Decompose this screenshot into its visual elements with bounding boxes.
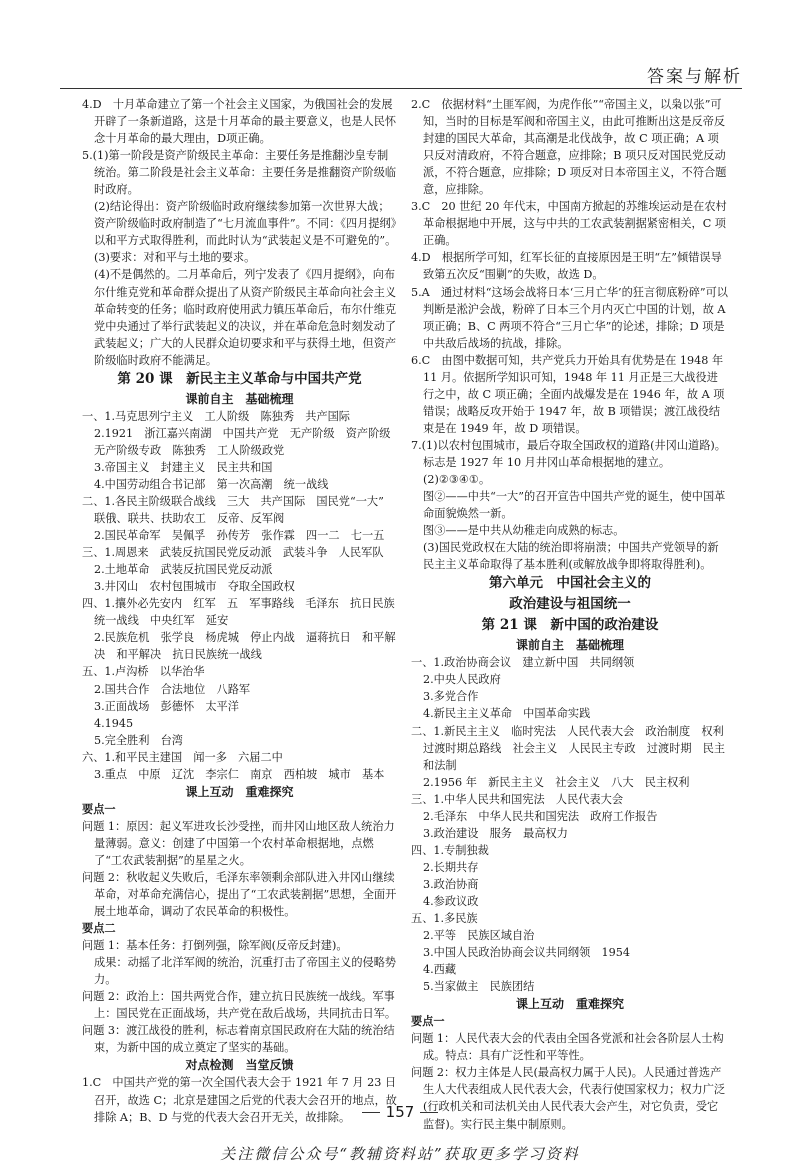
answer-line: 4.D 十月革命建立了第一个社会主义国家，为俄国社会的发展开辟了一条新道路，这是十月革命的最主要意义，也是人民怀念十月革命的最大理由，D项正确。 (82, 98, 397, 146)
answer-line: 3.井冈山 农村包围城市 夺取全国政权 (94, 580, 295, 594)
answer-line: 五、1.多民族 (411, 912, 478, 926)
page-number-value: 157 (385, 1103, 415, 1121)
answer-line: 六、1.和平民主建国 闻一多 六届二中 (82, 750, 283, 764)
answer-line: 三、1.中华人民共和国宪法 人民代表大会 (411, 792, 624, 806)
section-heading: 对点检测 当堂反馈 (185, 1058, 294, 1073)
answer-line: 5.(1)第一阶段是资产阶级民主革命：主要任务是推翻沙皇专制统治。第二阶段是社会主义革命：主要任务是推翻资产阶级临时政府。 (82, 149, 397, 197)
answer-line: 四、1.攘外必先安内 红军 五 军事路线 毛泽东 抗日民族统一战线 中央红军 延安 (82, 597, 395, 628)
unit-heading: 第六单元 中国社会主义的 (489, 575, 651, 592)
answer-line: 3.正面战场 彭德怀 太平洋 (94, 699, 239, 713)
answer-line: 2.长期共存 (423, 860, 479, 874)
key-point-label: 要点一 (411, 1014, 445, 1029)
answer-line: 标志是 1927 年 10 月井冈山革命根据地的建立。 (423, 455, 671, 469)
answer-line: 2.毛泽东 中华人民共和国宪法 政府工作报告 (423, 809, 658, 823)
answer-line: 问题 2：秋收起义失败后，毛泽东率领剩余部队进入井冈山继续革命，对革命充满信心，提出了“工农武装割据”思想，全面开展土地革命，调动了农民革命的积极性。 (82, 870, 397, 919)
answer-line: 3.中国人民政治协商会议共同纲领 1954 (423, 946, 630, 960)
answer-line: 3.重点 中原 辽沈 李宗仁 南京 西柏坡 城市 基本 (94, 767, 385, 781)
footer-note: 关注微信公众号“教辅资料站”获取更多学习资料 (220, 1145, 580, 1163)
page-header (0, 0, 800, 92)
answer-line: 问题 3：渡江战役的胜利，标志着南京国民政府在大陆的统治结束，为新中国的成立奠定了坚实的基础。 (82, 1024, 395, 1055)
answer-line: 5.当家做主 民族团结 (423, 980, 535, 994)
answer-line: 问题 1：原因：起义军进攻长沙受挫，而井冈山地区敌人统治力量薄弱。意义：创建了中国第一个农村革命根据地，点燃了“工农武装割据”的星星之火。 (82, 819, 395, 867)
lesson-heading: 第 20 课 新民主主义革命与中国共产党 (117, 370, 362, 387)
answer-line: 问题 2：权力主体是人民(最高权力属于人民)。人民通过普选产生人大代表组成人民代表大会，代表行使国家权力；权力广泛(行政机关和司法机关由人民代表大会产生，对它负责，受它监督)。实行民主集中制原则。 (411, 1066, 726, 1131)
answer-line: 4.1945 (94, 716, 134, 730)
answer-line: (3)国民党政权在大陆的统治即将崩溃；中国共产党领导的新民主主义革命取得了基本胜利(或解放战争即将取得胜利)。 (423, 541, 719, 572)
answer-line: 6.C 由图中数据可知，共产党兵力开始具有优势是在 1948 年 11 月。依据所学知识可知，1948 年 11 月正是三大战役进行之中，故 C 项正确；全面内战爆发是在 1946 年，故 A 项错误；战略反攻开始于 1947 年，故 B 项错误；渡江战役结束是在 1949 年，故 D 项错误。 (411, 353, 725, 435)
answer-line: (4)不是偶然的。二月革命后，列宁发表了《四月提纲》，向布尔什维克党和革命群众提出了从资产阶级民主革命向社会主义革命转变的任务；临时政府使用武力镇压革命后，布尔什维克党中央通过了举行武装起义的决议，并在革命危急时刻发动了武装起义；广大的人民群众迫切要求和平与获得土地，但资产阶级临时政府不能满足。 (94, 268, 397, 367)
answer-line: 2.民族危机 张学良 杨虎城 停止内战 逼蒋抗日 和平解决 和平解决 抗日民族统一战线 (94, 631, 396, 662)
answer-line: 4.西藏 (423, 963, 457, 977)
answer-line: 4.中国劳动组合书记部 第一次高潮 统一战线 (94, 477, 329, 491)
section-heading: 课前自主 基础梳理 (185, 391, 294, 406)
page-number-dash-left (362, 1112, 380, 1113)
answer-line: 问题 1：基本任务：打倒列强，除军阀(反帝反封建)。 (82, 939, 348, 953)
answer-line: 三、1.周恩来 武装反抗国民党反动派 武装斗争 人民军队 (82, 546, 384, 560)
answer-line: 2.国共合作 合法地位 八路军 (94, 682, 251, 696)
section-heading: 课前自主 基础梳理 (515, 638, 624, 653)
lesson-heading: 第 21 课 新中国的政治建设 (481, 617, 659, 634)
unit-heading: 政治建设与祖国统一 (509, 596, 631, 613)
answer-line: 3.多党合作 (423, 690, 479, 704)
answer-line: 2.1956 年 新民主主义 社会主义 八大 民主权利 (423, 775, 690, 789)
answer-line: 图②——中共“一大”的召开宣告中国共产党的诞生，使中国革命面貌焕然一新。 (423, 490, 726, 521)
answer-line: 二、1.各民主阶级联合战线 三大 共产国际 国民党“一大” 联俄、联共、扶助农工 反帝、反军阀 (82, 494, 396, 526)
answer-line: 2.中央人民政府 (423, 673, 501, 687)
answer-line: 图③——是中共从幼稚走向成熟的标志。 (423, 524, 625, 538)
answer-line: (2)结论得出：资产阶级临时政府继续参加第一次世界大战；资产阶级临时政府制造了“七月流血事件”。不同：《四月提纲》以和平方式取得胜利，而此时认为“武装起义是不可避免的”。 (94, 200, 397, 248)
answer-line: 问题 2：政治上：国共两党合作，建立抗日民族统一战线。军事上：国民党在正面战场，共产党在敌后战场，共同抗击日军。 (82, 990, 397, 1021)
page-number (0, 1103, 800, 1121)
answer-line: 一、1.政治协商会议 建立新中国 共同纲领 (411, 656, 635, 670)
answer-line: 2.1921 浙江嘉兴南湖 中国共产党 无产阶级 资产阶级 无产阶级专政 陈独秀 工人阶级政党 (94, 426, 402, 457)
answer-line: (3)要求：对和平与土地的要求。 (94, 251, 256, 265)
section-heading: 课上互动 重难探究 (185, 784, 294, 799)
answer-line: (2)②③④①。 (423, 473, 491, 487)
answer-line: 四、1.专制独裁 (411, 843, 489, 857)
answer-line: 4.D 根据所学可知，红军长征的直接原因是王明“左”倾错误导致第五次反“围剿”的失败，故选 D。 (411, 251, 722, 282)
answer-line: 3.政治协商 (423, 877, 479, 891)
answer-line: 5.A 通过材料“这场会战将日本‘三月亡华’的狂言彻底粉碎”可以判断是淞沪会战，粉碎了日本三个月内灭亡中国的计划，故 A 项正确；B、C 两项不符合“三月亡华”的论述，排除；D 项是中共敌后战场的抗战，排除。 (411, 285, 728, 350)
key-point-label: 要点一 (82, 801, 116, 816)
right-column (411, 96, 735, 1133)
answer-line: 3.C 20 世纪 20 年代末，中国南方掀起的苏维埃运动是在农村革命根据地中开展，这与中共的工农武装割据紧密相关，C 项正确。 (411, 200, 727, 248)
header-divider (60, 88, 742, 89)
answer-line: 2.国民革命军 吴佩孚 孙传芳 张作霖 四一二 七一五 (94, 529, 385, 543)
answer-line: 2.平等 民族区域自治 (423, 929, 535, 943)
answer-line: 成果：动摇了北洋军阀的统治，沉重打击了帝国主义的侵略势力。 (94, 956, 397, 987)
answer-line: 2.C 依据材料“土匪军阀，为虎作伥”“帝国主义，以枭以张”可知，当时的目标是军阀和帝国主义，由此可推断出这是反帝反封建的国民大革命，其高潮是北伐战争，故 C 项正确；A 项只反对清政府，不符合题意，应排除；B 项只反对国民党反动派，不符合题意，应排除；D 项反对日本帝国主义，不符合题意，应排除。 (411, 98, 727, 197)
section-heading: 课上互动 重难探究 (515, 997, 624, 1012)
answer-line: 问题 1：人民代表大会的代表由全国各党派和社会各阶层人士构成。特点：具有广泛性和平等性。 (411, 1032, 724, 1063)
answer-line: 五、1.卢沟桥 以华治华 (82, 665, 205, 679)
answer-line: 7.(1)以农村包围城市，最后夺取全国政权的道路(井冈山道路)。 (411, 438, 726, 452)
answer-line: 4.参政议政 (423, 894, 479, 908)
answer-line: 3.政治建设 服务 最高权力 (423, 826, 568, 840)
answer-line: 5.完全胜利 台湾 (94, 733, 183, 747)
answer-line: 2.土地革命 武装反抗国民党反动派 (94, 563, 273, 577)
answer-line: 二、1.新民主主义 临时宪法 人民代表大会 政治制度 权利 过渡时期总路线 社会主义 人民民主专政 过渡时期 民主和法制 (411, 724, 735, 772)
key-point-label: 要点二 (82, 921, 116, 936)
page-number-dash-right (420, 1112, 438, 1113)
answer-line: 1.C 中国共产党的第一次全国代表大会于 1921 年 7 月 23 日召开，故选 C；北京是建国之后党的代表大会召开的地点，故排除 A；B、D 与党的代表大会召开无关，故排除。 (82, 1076, 397, 1124)
header-title: 答案与解析 (647, 67, 742, 87)
answer-line: 一、1.马克思列宁主义 工人阶级 陈独秀 共产国际 (82, 409, 350, 423)
answer-line: 3.帝国主义 封建主义 民主共和国 (94, 460, 273, 474)
answer-line: 4.新民主主义革命 中国革命实践 (423, 707, 591, 721)
